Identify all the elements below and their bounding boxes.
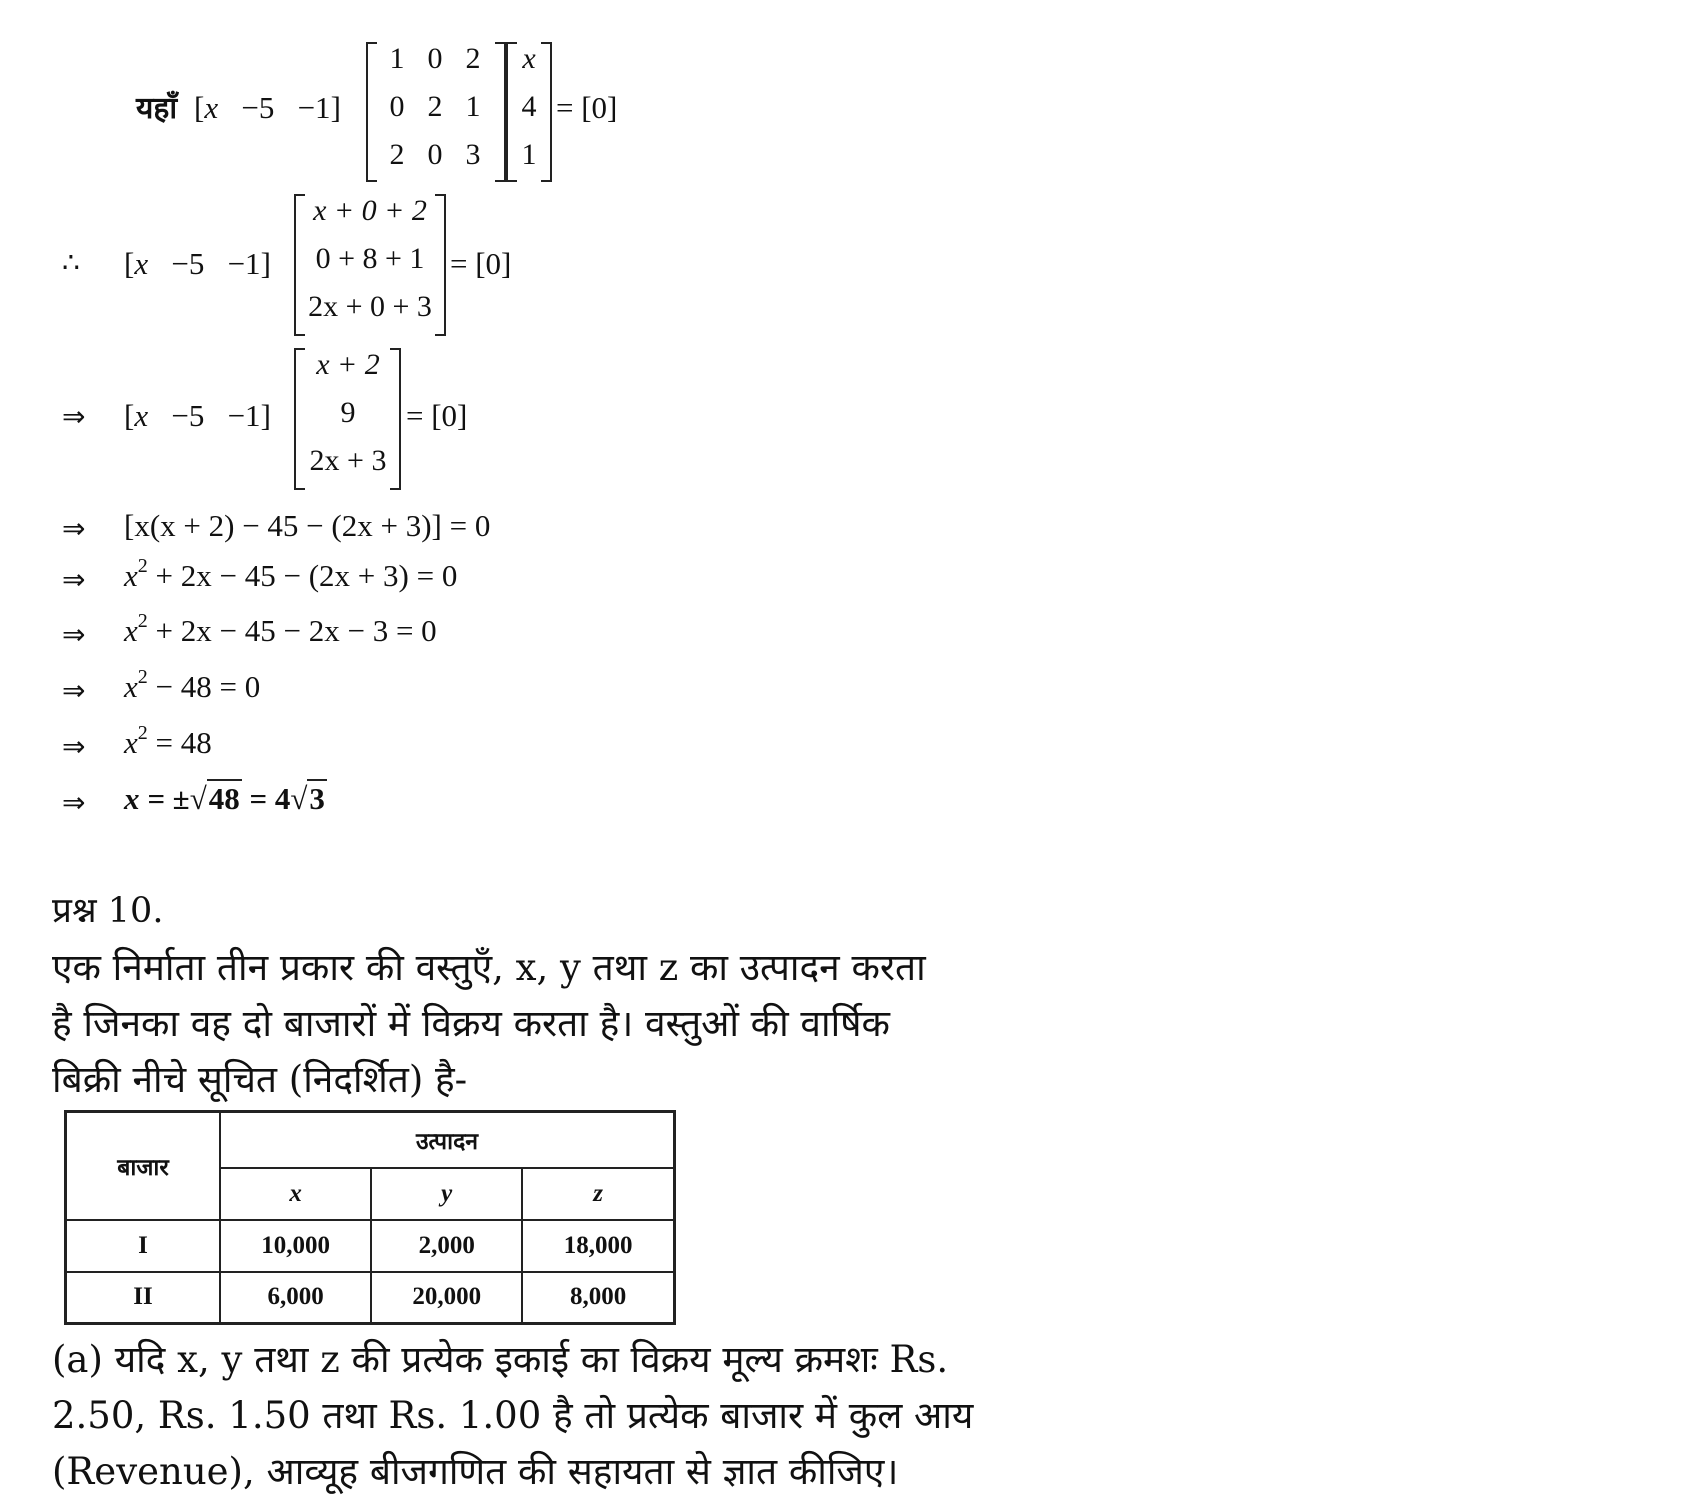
implies-arrow: ⇒ — [62, 400, 86, 433]
row-entry: x — [134, 398, 149, 433]
column-cell: x + 2 — [316, 348, 380, 381]
implies-arrow: ⇒ — [62, 512, 86, 545]
table-cell: 8,000 — [522, 1272, 674, 1324]
bracket-right — [495, 42, 506, 182]
sales-table — [64, 1110, 676, 1325]
column-cell: 2x + 0 + 3 — [308, 290, 432, 323]
final-mid: = 4 — [249, 781, 291, 816]
table-cell: 2,000 — [371, 1220, 522, 1272]
implies-arrow: ⇒ — [62, 563, 86, 596]
step-text: = 48 — [155, 725, 212, 760]
table-row — [66, 1272, 675, 1324]
market-header: बाजार — [66, 1112, 221, 1220]
table-cell: 20,000 — [371, 1272, 522, 1324]
therefore-symbol: ∴ — [62, 248, 80, 279]
table-cell: 10,000 — [220, 1220, 371, 1272]
column-cell: 0 + 8 + 1 — [315, 242, 425, 275]
column-cell: x + 0 + 2 — [313, 194, 427, 227]
matrix-cell: 0 — [427, 42, 443, 75]
implies-arrow: ⇒ — [62, 618, 86, 651]
row-entry: −5 — [171, 246, 205, 281]
matrix-cell: 0 — [389, 90, 405, 123]
matrix-cell: 2 — [389, 138, 405, 171]
question-line: बिक्री नीचे सूचित (निदर्शित) है- — [52, 1058, 468, 1101]
final-lhs: x = ± — [124, 781, 190, 816]
implies-arrow: ⇒ — [62, 730, 86, 763]
implies-arrow: ⇒ — [62, 674, 86, 707]
row-entry: −1 — [297, 90, 331, 125]
table-cell: 18,000 — [522, 1220, 674, 1272]
row-entry: −5 — [171, 398, 205, 433]
step2-rhs: = [0] — [406, 398, 468, 433]
step2-row-vector: [x −5 −1] — [124, 398, 271, 433]
column-header: y — [371, 1168, 522, 1220]
part-a-line: (a) यदि x, y तथा z की प्रत्येक इकाई का विक्रय मूल्य क्रमशः Rs. — [52, 1338, 949, 1381]
question-line: है जिनका वह दो बाजारों में विक्रय करता है। वस्तुओं की वार्षिक — [52, 1002, 890, 1045]
vector-cell: 4 — [521, 90, 537, 123]
given-word: यहाँ — [136, 91, 178, 126]
radicand: 3 — [309, 781, 325, 816]
step-line: $x^2 - 48 = 0$ — [124, 666, 261, 704]
matrix-cell: 3 — [465, 138, 481, 171]
table-cell: 6,000 — [220, 1272, 371, 1324]
matrix-cell: 1 — [465, 90, 481, 123]
question-line: एक निर्माता तीन प्रकार की वस्तुएँ, x, y तथा z का उत्पादन करता — [52, 946, 926, 989]
column-cell: 9 — [340, 396, 356, 429]
column-header: x — [220, 1168, 371, 1220]
production-header: उत्पादन — [220, 1112, 675, 1168]
step-line: [x(x + 2) − 45 − (2x + 3)] = 0 — [124, 508, 491, 543]
row-entry: −1 — [227, 246, 261, 281]
row-entry: x — [204, 90, 219, 125]
matrix-cell: 2 — [465, 42, 481, 75]
given-row-vector: [x −5 −1] — [194, 90, 341, 125]
vector-cell: 1 — [521, 138, 537, 171]
step-text: − 48 = 0 — [155, 669, 261, 704]
column-header: z — [522, 1168, 674, 1220]
bracket-left — [366, 42, 377, 182]
row-entry: −1 — [227, 398, 261, 433]
matrix-cell: 2 — [427, 90, 443, 123]
step1-row-vector: [x −5 −1] — [124, 246, 271, 281]
row-entry: −5 — [241, 90, 275, 125]
question-label: प्रश्न 10. — [52, 891, 164, 931]
market-cell: I — [66, 1220, 221, 1272]
implies-arrow: ⇒ — [62, 786, 86, 819]
given-rhs: = [0] — [556, 90, 618, 125]
table-row — [66, 1220, 675, 1272]
matrix-cell: 1 — [389, 42, 405, 75]
final-answer: x = ±√48 = 4√3 — [124, 781, 325, 816]
step-line: $x^2 + 2x - 45 - 2x - 3 = 0$ — [124, 610, 437, 648]
market-cell: II — [66, 1272, 221, 1324]
step-text: + 2x − 45 − 2x − 3 = 0 — [155, 613, 437, 648]
radicand: 48 — [208, 781, 240, 816]
part-a-line: (Revenue), आव्यूह बीजगणित की सहायता से ज्ञात कीजिए। — [52, 1450, 899, 1493]
column-cell: 2x + 3 — [309, 444, 387, 477]
step-line: $x^2 = 48$ — [124, 722, 212, 760]
part-a-line: 2.50, Rs. 1.50 तथा Rs. 1.00 है तो प्रत्येक बाजार में कुल आय — [52, 1394, 974, 1437]
row-entry: x — [134, 246, 149, 281]
step-text: + 2x − 45 − (2x + 3) = 0 — [155, 558, 458, 593]
step-line: $x^2 + 2x - 45 - (2x + 3) = 0$ — [124, 555, 458, 593]
step1-rhs: = [0] — [450, 246, 512, 281]
vector-cell: x — [522, 42, 536, 75]
matrix-cell: 0 — [427, 138, 443, 171]
